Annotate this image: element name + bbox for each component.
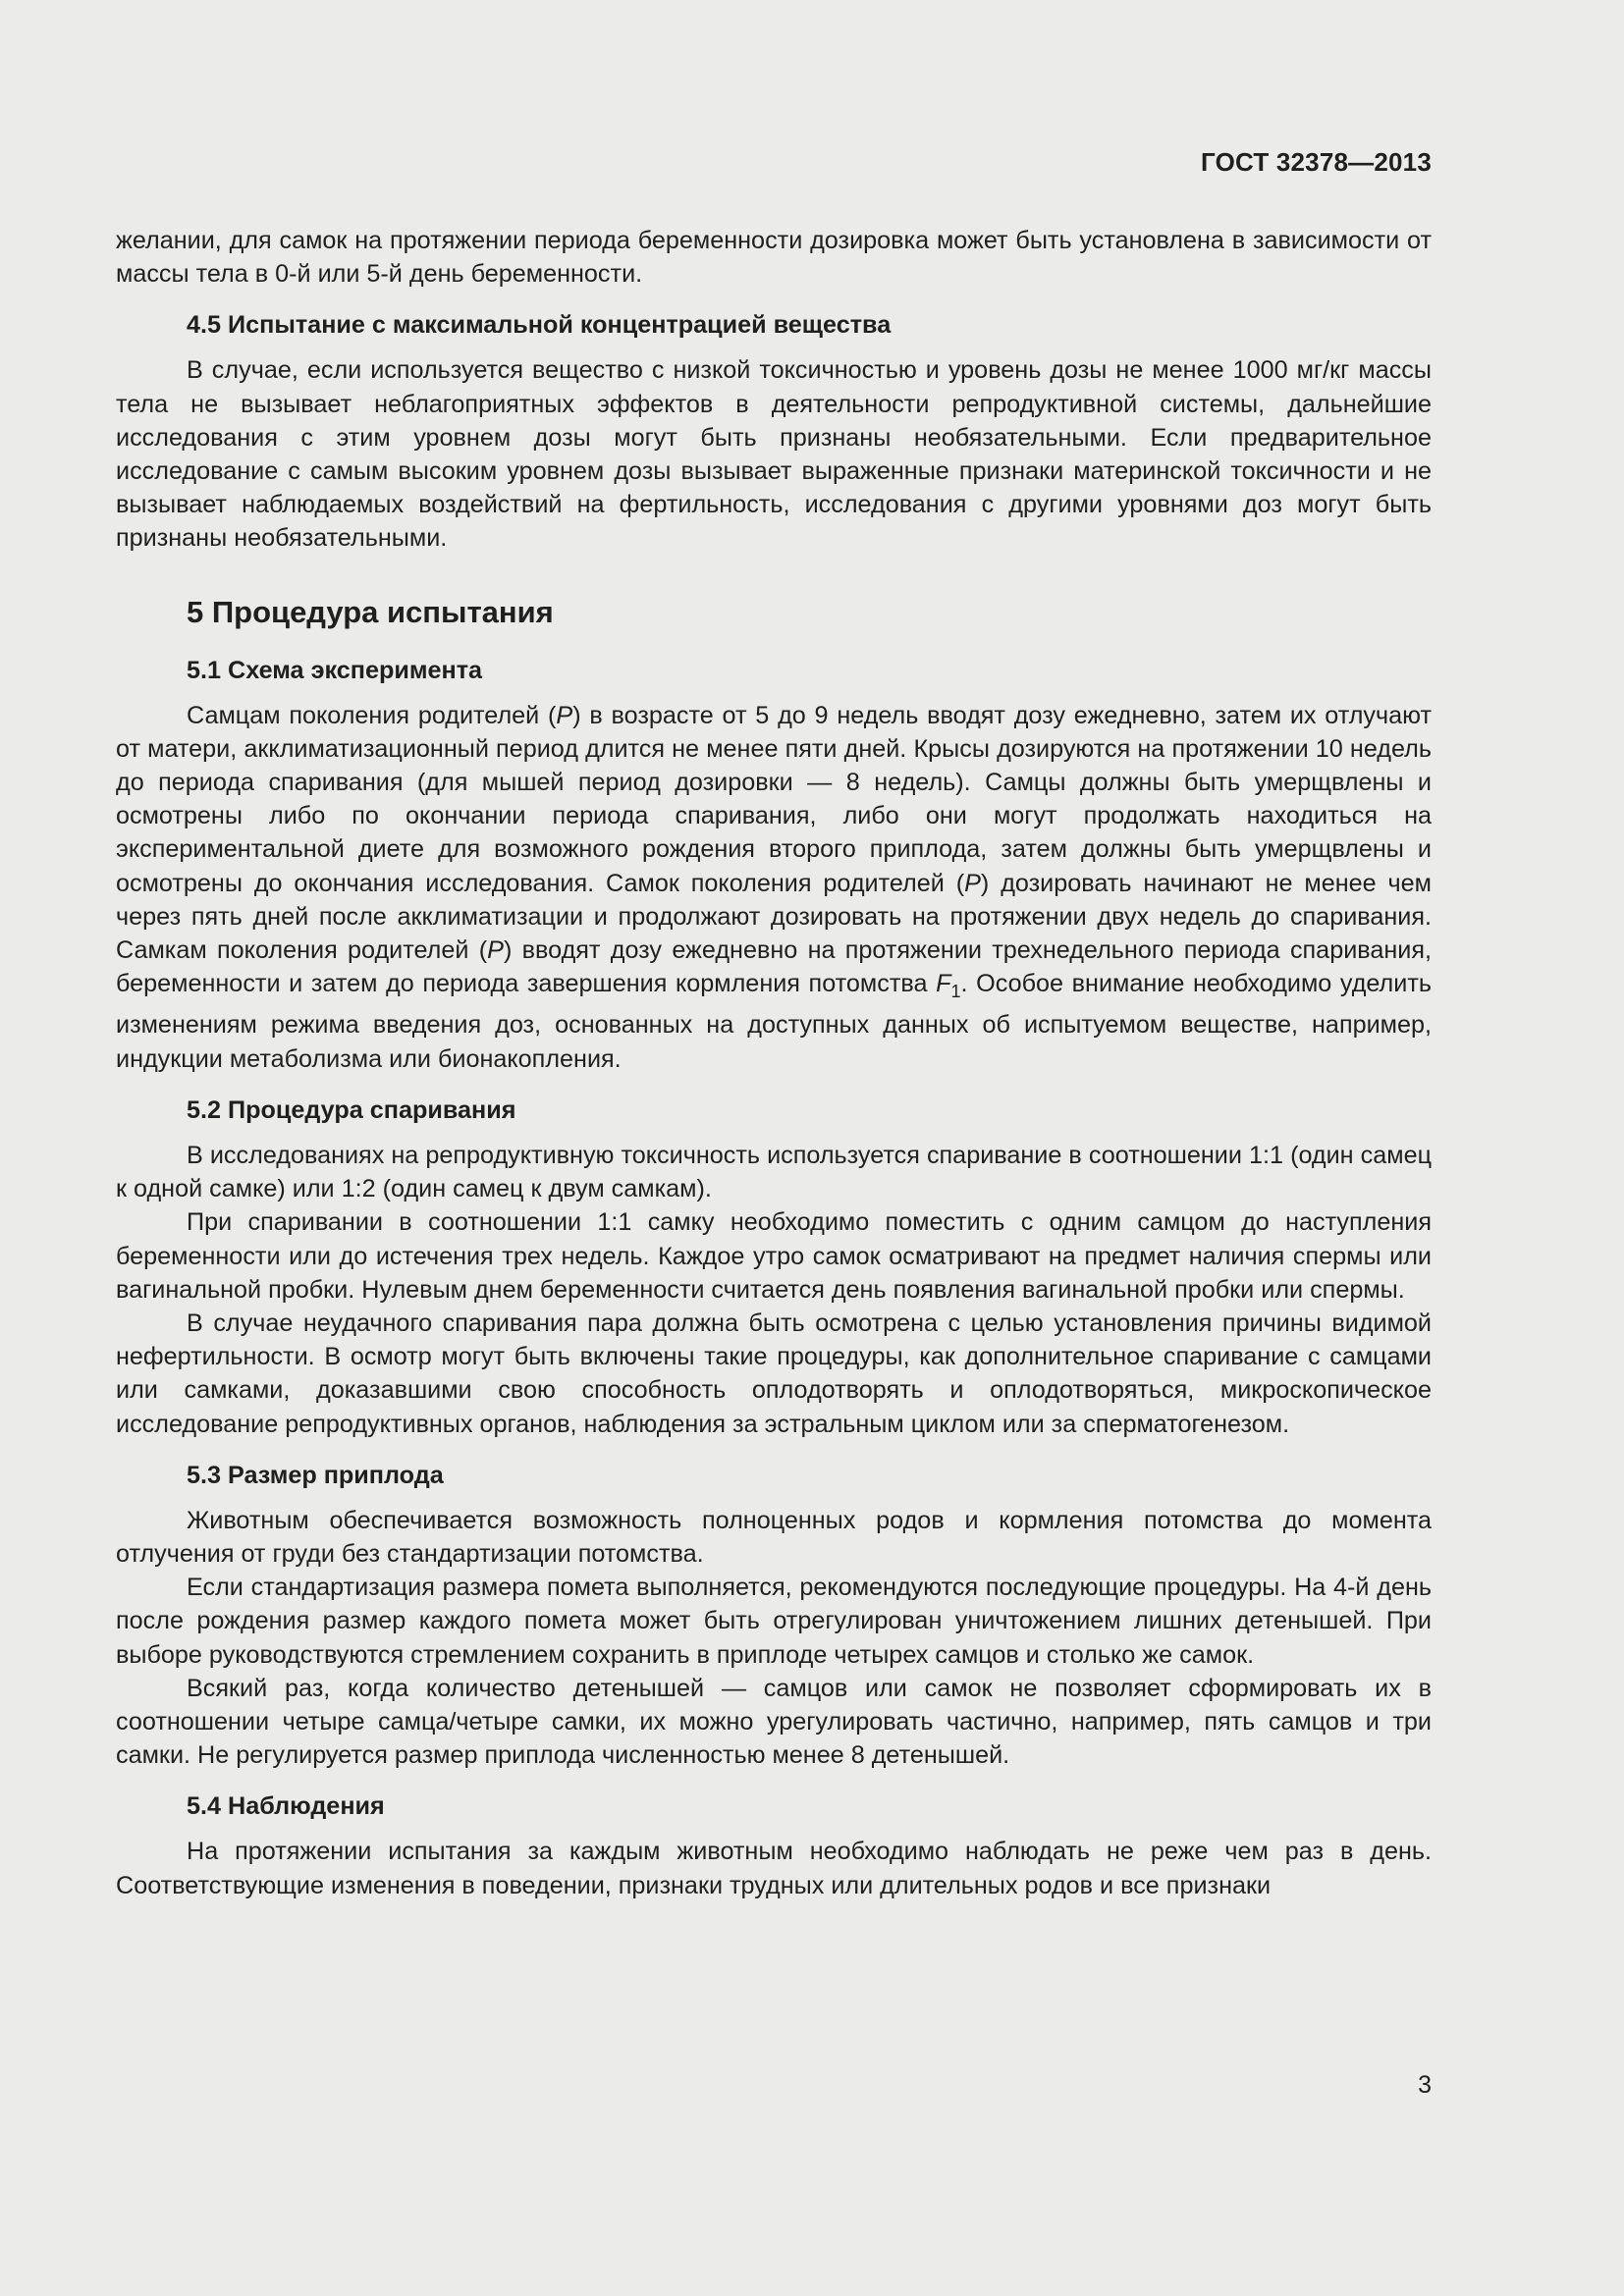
section-4-5-paragraph: В случае, если используется вещество с низкой токсичностью и уровень дозы не менее 1000 мг/кг массы тела не вызывает неблагоприятных эффектов в деятельности репродуктивной системы, дальнейшие исследования с этим уровнем дозы могут быть признаны необязательными. Если предварительное исследование с самым высоким уровнем дозы вызывает выраженные признаки материнской токсичности и не вызывает наблюдаемых воздействий на фертильность, исследования с другими уровнями доз могут быть признаны необязательными. — [116, 356, 1432, 553]
italic-symbol: P — [556, 701, 573, 729]
italic-symbol: P — [964, 869, 981, 897]
section-5-title: 5 Процедура испытания — [187, 594, 554, 629]
text-run: Самцам поколения родителей ( — [187, 701, 557, 729]
section-5-3-title: 5.3 Размер приплода — [187, 1461, 444, 1489]
intro-paragraph: желании, для самок на протяжении периода беременности дозировка может быть установлена в зависимости от массы тела в 0-й или 5-й день беременности. — [116, 227, 1432, 289]
text-run: ) вводят дозу ежедневно на протяжении трехнедельного периода спаривания, беременности и затем до периода завершения кормления потомства — [116, 936, 1432, 998]
section-5-3-paragraph-1: Животным обеспечивается возможность полноценных родов и кормления потомства до момента отлучения от груди без стандартизации потомства. — [116, 1506, 1432, 1568]
section-5-2-paragraph-3: В случае неудачного спаривания пара должна быть осмотрена с целью установления причины видимой нефертильности. В осмотр могут быть включены такие процедуры, как дополнительное спаривание с самцами или самками, доказавшими свою способность оплодотворять и оплодотворяться, микроскопическое исследование репродуктивных органов, наблюдения за эстральным циклом или за сперматогенезом. — [116, 1308, 1432, 1438]
text-run: . Особое внимание необходимо уделить изменениям режима введения доз, основанных на доступных данных об испытуемом веществе, например, индукции метаболизма или бионакопления. — [116, 970, 1432, 1073]
document-header: ГОСТ 32378—2013 — [1201, 147, 1432, 177]
italic-symbol: P — [487, 936, 504, 965]
section-5-4-title: 5.4 Наблюдения — [187, 1792, 385, 1821]
section-5-1-paragraph — [116, 699, 1432, 1076]
section-5-4-paragraph: На протяжении испытания за каждым животным необходимо наблюдать не реже чем раз в день. Соответствующие изменения в поведении, признаки трудных или длительных родов и все признаки — [116, 1838, 1432, 1899]
section-5-2-paragraph-1: В исследованиях на репродуктивную токсичность используется спаривание в соотношении 1:1 (один самец к одной самке) или 1:2 (один самец к двум самкам). — [116, 1141, 1432, 1203]
page-number: 3 — [1418, 2071, 1432, 2099]
document-body — [116, 224, 1432, 1902]
italic-symbol: F — [936, 970, 951, 998]
section-5-2-paragraph-2: При спаривании в соотношении 1:1 самку необходимо поместить с одним самцом до наступления беременности или до истечения трех недель. Каждое утро самок осматривают на предмет наличия спермы или вагинальной пробки. Нулевым днем беременности считается день появления вагинальной пробки или спермы. — [116, 1208, 1432, 1304]
section-5-1-title: 5.1 Схема эксперимента — [187, 656, 483, 684]
section-5-3-paragraph-2: Если стандартизация размера помета выполняется, рекомендуются последующие процедуры. На 4-й день после рождения размер каждого помета может быть отрегулирован уничтожением лишних детенышей. При выборе руководствуются стремлением сохранить в приплоде четырех самцов и столько же самок. — [116, 1574, 1432, 1669]
section-4-5-title: 4.5 Испытание с максимальной концентрацией вещества — [187, 311, 892, 340]
section-5-3-paragraph-3: Всякий раз, когда количество детенышей — самцов или самок не позволяет сформировать их в соотношении четыре самца/четыре самки, их можно урегулировать частично, например, пять самцов и три самки. Не регулируется размер приплода численностью менее 8 детенышей. — [116, 1674, 1432, 1770]
text-run: ) в возрасте от 5 до 9 недель вводят дозу ежедневно, затем их отлучают от матери, акклиматизационный период длится не менее пяти дней. Крысы дозируются на протяжении 10 недель до периода спаривания (для мышей период дозировки — 8 недель). Самцы должны быть умерщвлены и осмотрены либо по окончании периода спаривания, либо они могут продолжать находиться на экспериментальной диете для возможного рождения второго приплода, затем должны быть умерщвлены и осмотрены до окончания исследования. Самок поколения родителей ( — [116, 701, 1432, 897]
subscript: 1 — [950, 982, 961, 1002]
section-5-2-title: 5.2 Процедура спаривания — [187, 1095, 516, 1124]
text-run: ) дозировать начинают не менее чем через пять дней после акклиматизации и продолжают дозировать на протяжении двух недель до спаривания. Самкам поколения родителей ( — [116, 869, 1432, 965]
